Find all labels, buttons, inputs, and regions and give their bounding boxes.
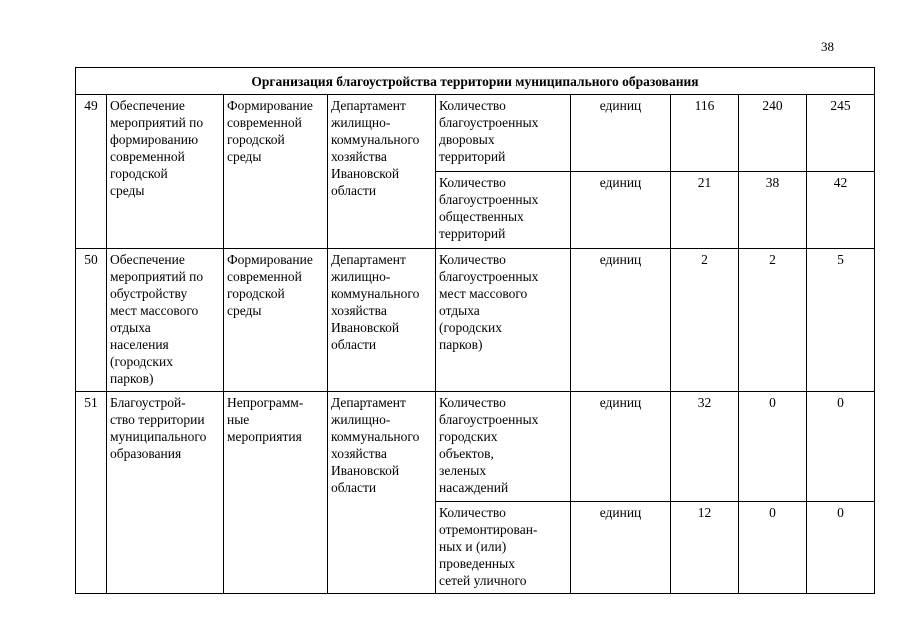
indicator-value-3: 5 (807, 249, 875, 392)
table-row (76, 249, 875, 392)
indicator-unit: единиц (571, 172, 671, 249)
table-row (76, 95, 875, 172)
indicator-value-2: 0 (739, 392, 807, 502)
executor-cell: Департамент жилищно- коммунального хозяйства Ивановской области (328, 392, 436, 594)
row-number: 50 (76, 249, 107, 392)
executor-cell: Департамент жилищно- коммунального хозяйства Ивановской области (328, 249, 436, 392)
indicator-value-3: 42 (807, 172, 875, 249)
event-cell: Обеспечение мероприятий по формированию современной городской среды (107, 95, 224, 249)
row-number: 49 (76, 95, 107, 249)
indicator-unit: единиц (571, 392, 671, 502)
indicator-value-2: 2 (739, 249, 807, 392)
indicator-unit: единиц (571, 502, 671, 594)
indicator-unit: единиц (571, 95, 671, 172)
program-cell: Формирование современной городской среды (224, 249, 328, 392)
page-number: 38 (821, 39, 834, 54)
indicator-name: Количество отремонтирован- ных и (или) проведенных сетей уличного (436, 502, 571, 594)
indicator-value-2: 0 (739, 502, 807, 594)
indicator-value-3: 0 (807, 392, 875, 502)
indicator-value-1: 12 (671, 502, 739, 594)
event-cell: Благоустрой- ство территории муниципального образования (107, 392, 224, 594)
event-cell: Обеспечение мероприятий по обустройству мест массового отдыха населения (городских парков) (107, 249, 224, 392)
executor-cell: Департамент жилищно- коммунального хозяйства Ивановской области (328, 95, 436, 249)
indicator-name: Количество благоустроенных дворовых территорий (436, 95, 571, 172)
section-title: Организация благоустройства территории муниципального образования (76, 68, 875, 95)
indicator-unit: единиц (571, 249, 671, 392)
indicator-value-2: 240 (739, 95, 807, 172)
indicator-value-1: 116 (671, 95, 739, 172)
indicator-value-3: 0 (807, 502, 875, 594)
indicator-value-3: 245 (807, 95, 875, 172)
indicator-name: Количество благоустроенных общественных территорий (436, 172, 571, 249)
indicator-value-1: 21 (671, 172, 739, 249)
indicator-name: Количество благоустроенных городских объектов, зеленых насаждений (436, 392, 571, 502)
indicator-name: Количество благоустроенных мест массового отдыха (городских парков) (436, 249, 571, 392)
row-number: 51 (76, 392, 107, 594)
indicator-value-2: 38 (739, 172, 807, 249)
table-row (76, 392, 875, 502)
program-cell: Формирование современной городской среды (224, 95, 328, 249)
section-header-row (76, 68, 875, 95)
indicators-table (75, 67, 875, 594)
indicator-value-1: 32 (671, 392, 739, 502)
program-cell: Непрограмм- ные мероприятия (224, 392, 328, 594)
indicator-value-1: 2 (671, 249, 739, 392)
